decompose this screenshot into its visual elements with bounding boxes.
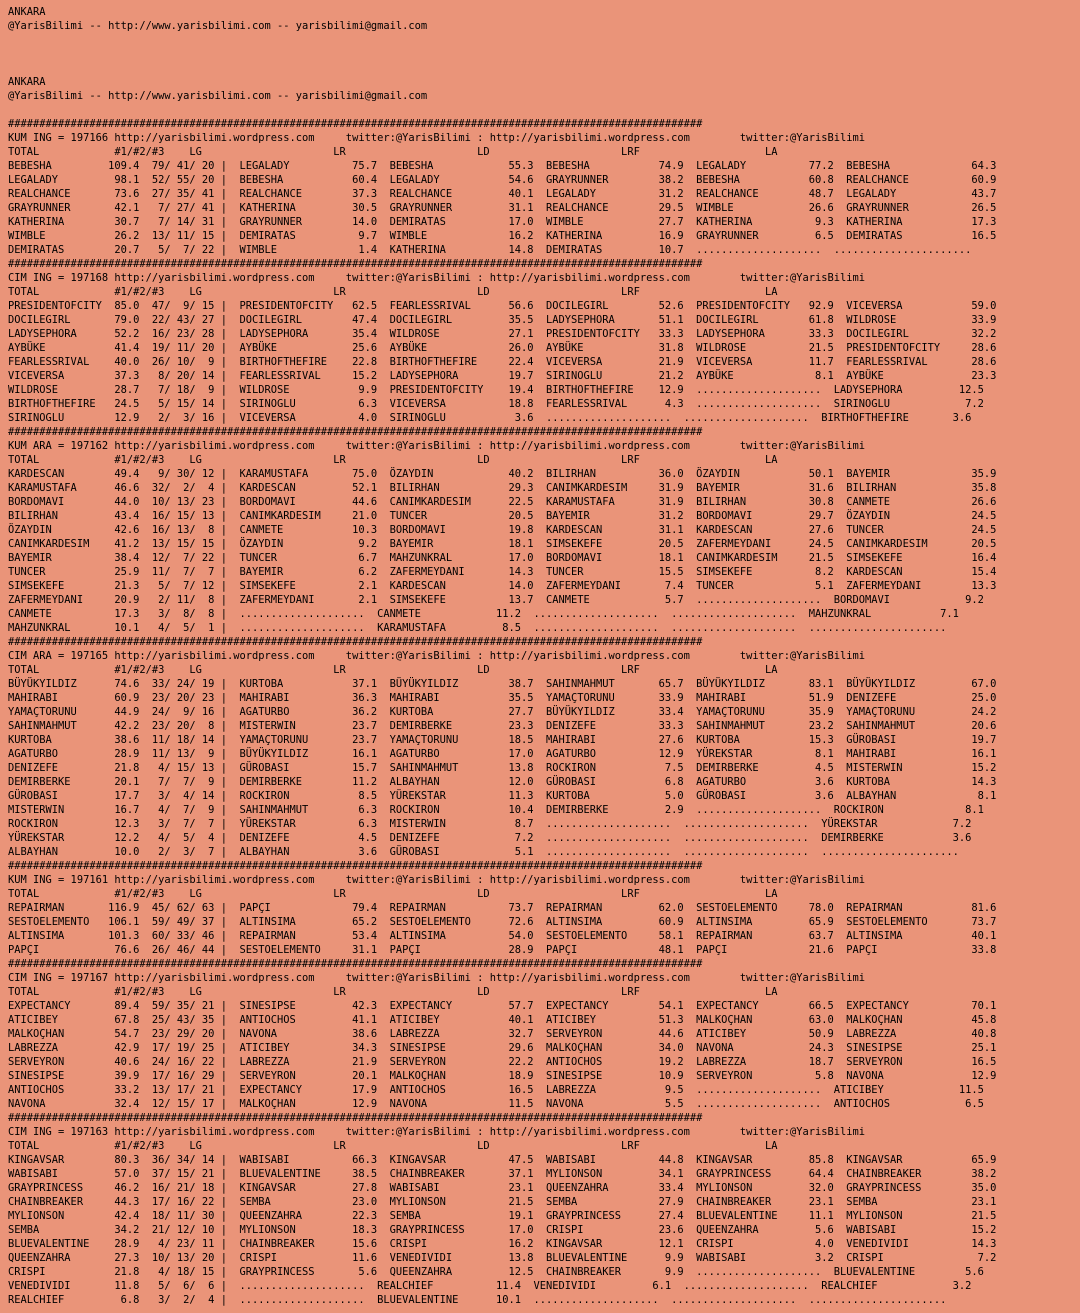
horse-row: ATICIBEY 67.8 25/ 43/ 35 | ANTIOCHOS 41.1 ATICIBEY 40.1 ATICIBEY 51.3 MALKOÇHAN 63.0 MALKOÇHAN 45.8 [8,1014,997,1026]
race-header: CIM ING = 197167 http://yarisbilimi.wordpress.com twitter:@YarisBilimi : http://yarisbilimi.wordpress.com twitter:@YarisBilimi [8,972,866,984]
horse-row: ALTINSIMA 101.3 60/ 33/ 46 | REPAIRMAN 53.4 ALTINSIMA 54.0 SESTOELEMENTO 58.1 REPAIRMAN 63.7 ALTINSIMA 40.1 [8,930,997,942]
horse-row: SESTOELEMENTO 106.1 59/ 49/ 37 | ALTINSIMA 65.2 SESTOELEMENTO 72.6 ALTINSIMA 60.9 ALTINSIMA 65.9 SESTOELEMENTO 73.7 [8,916,997,928]
horse-row: WIMBLE 26.2 13/ 11/ 15 | DEMIRATAS 9.7 WIMBLE 16.2 KATHERINA 16.9 GRAYRUNNER 6.5 DEMIRATAS 16.5 [8,230,997,242]
race-header: KUM ING = 197166 http://yarisbilimi.wordpress.com twitter:@YarisBilimi : http://yarisbilimi.wordpress.com twitter:@YarisBilimi [8,132,866,144]
race-block [8,439,1080,635]
horse-row: CRISPI 21.8 4/ 18/ 15 | GRAYPRINCESS 5.6 QUEENZAHRA 12.5 CHAINBREAKER 9.9 .................... BLUEVALENTINE 5.6 [8,1266,984,1278]
horse-row: SINESIPSE 39.9 17/ 16/ 29 | SERVEYRON 20.1 MALKOÇHAN 18.9 SINESIPSE 10.9 SERVEYRON 5.8 NAVONA 12.9 [8,1070,997,1082]
horse-row: REALCHIEF 6.8 3/ 2/ 4 | .................... BLUEVALENTINE 10.1 .................... .................... ...................... [8,1294,947,1306]
separator-line: ############################################################################################################### [8,636,703,648]
horse-row: MYLIONSON 42.4 18/ 11/ 30 | QUEENZAHRA 22.3 SEMBA 19.1 GRAYPRINCESS 27.4 BLUEVALENTINE 11.1 MYLIONSON 21.5 [8,1210,997,1222]
horse-row: AYBÜKE 41.4 19/ 11/ 20 | AYBÜKE 25.6 AYBÜKE 26.0 AYBÜKE 31.8 WILDROSE 21.5 PRESIDENTOFCITY 28.6 [8,342,997,354]
horse-row: LEGALADY 98.1 52/ 55/ 20 | BEBESHA 60.4 LEGALADY 54.6 GRAYRUNNER 38.2 BEBESHA 60.8 REALCHANCE 60.9 [8,174,997,186]
race-block [8,271,1080,425]
horse-row: NAVONA 32.4 12/ 15/ 17 | MALKOÇHAN 12.9 NAVONA 11.5 NAVONA 5.5 .................... ANTIOCHOS 6.5 [8,1098,984,1110]
horse-row: BILIRHAN 43.4 16/ 15/ 13 | CANIMKARDESIM 21.0 TUNCER 20.5 BAYEMIR 31.2 BORDOMAVI 29.7 ÖZAYDIN 24.5 [8,510,997,522]
horse-row: PAPÇI 76.6 26/ 46/ 44 | SESTOELEMENTO 31.1 PAPÇI 28.9 PAPÇI 48.1 PAPÇI 21.6 PAPÇI 33.8 [8,944,997,956]
horse-row: DOCILEGIRL 79.0 22/ 43/ 27 | DOCILEGIRL 47.4 DOCILEGIRL 35.5 LADYSEPHORA 51.1 DOCILEGIRL 61.8 WILDROSE 33.9 [8,314,997,326]
horse-row: ÖZAYDIN 42.6 16/ 13/ 8 | CANMETE 10.3 BORDOMAVI 19.8 KARDESCAN 31.1 KARDESCAN 27.6 TUNCER 24.5 [8,524,997,536]
horse-row: PRESIDENTOFCITY 85.0 47/ 9/ 15 | PRESIDENTOFCITY 62.5 FEARLESSRIVAL 56.6 DOCILEGIRL 52.6 PRESIDENTOFCITY 92.9 VICEVERSA 59.0 [8,300,997,312]
race-block [8,971,1080,1111]
horse-row: KATHERINA 30.7 7/ 14/ 31 | GRAYRUNNER 14.0 DEMIRATAS 17.0 WIMBLE 27.7 KATHERINA 9.3 KATHERINA 17.3 [8,216,997,228]
horse-row: SIRINOGLU 12.9 2/ 3/ 16 | VICEVERSA 4.0 SIRINOGLU 3.6 .................... .................... BIRTHOFTHEFIRE 3.6 [8,412,972,424]
horse-row: LADYSEPHORA 52.2 16/ 23/ 28 | LADYSEPHORA 35.4 WILDROSE 27.1 PRESIDENTOFCITY 33.3 LADYSEPHORA 33.3 DOCILEGIRL 32.2 [8,328,997,340]
race-block [8,1125,1080,1307]
horse-row: REALCHANCE 73.6 27/ 35/ 41 | REALCHANCE 37.3 REALCHANCE 40.1 LEGALADY 31.2 REALCHANCE 48.7 LEGALADY 43.7 [8,188,997,200]
column-header: TOTAL #1/#2/#3 LG LR LD LRF LA [8,664,778,676]
horse-row: DENIZEFE 21.8 4/ 15/ 13 | GÜROBASI 15.7 SAHINMAHMUT 13.8 ROCKIRON 7.5 DEMIRBERKE 4.5 MISTERWIN 15.2 [8,762,997,774]
column-header: TOTAL #1/#2/#3 LG LR LD LRF LA [8,146,778,158]
horse-row: KURTOBA 38.6 11/ 18/ 14 | YAMAÇTORUNU 23.7 YAMAÇTORUNU 18.5 MAHIRABI 27.6 KURTOBA 15.3 GÜROBASI 19.7 [8,734,997,746]
horse-row: REPAIRMAN 116.9 45/ 62/ 63 | PAPÇI 79.4 REPAIRMAN 73.7 REPAIRMAN 62.0 SESTOELEMENTO 78.0 REPAIRMAN 81.6 [8,902,997,914]
horse-row: BORDOMAVI 44.0 10/ 13/ 23 | BORDOMAVI 44.6 CANIMKARDESIM 22.5 KARAMUSTAFA 31.9 BILIRHAN 30.8 CANMETE 26.6 [8,496,997,508]
contact-line: @YarisBilimi -- http://www.yarisbilimi.com -- yarisbilimi@gmail.com [8,90,428,102]
separator-line: ############################################################################################################### [8,1112,703,1124]
horse-row: SERVEYRON 40.6 24/ 16/ 22 | LABREZZA 21.9 SERVEYRON 22.2 ANTIOCHOS 19.2 LABREZZA 18.7 SERVEYRON 16.5 [8,1056,997,1068]
race-header: CIM ING = 197168 http://yarisbilimi.wordpress.com twitter:@YarisBilimi : http://yarisbilimi.wordpress.com twitter:@YarisBilimi [8,272,866,284]
horse-row: KARAMUSTAFA 46.6 32/ 2/ 4 | KARDESCAN 52.1 BILIRHAN 29.3 CANIMKARDESIM 31.9 BAYEMIR 31.6 BILIRHAN 35.8 [8,482,997,494]
horse-row: MAHIRABI 60.9 23/ 20/ 23 | MAHIRABI 36.3 MAHIRABI 35.5 YAMAÇTORUNU 33.9 MAHIRABI 51.9 DENIZEFE 25.0 [8,692,997,704]
column-header: TOTAL #1/#2/#3 LG LR LD LRF LA [8,454,778,466]
horse-row: BEBESHA 109.4 79/ 41/ 20 | LEGALADY 75.7 BEBESHA 55.3 BEBESHA 74.9 LEGALADY 77.2 BEBESHA 64.3 [8,160,997,172]
column-header: TOTAL #1/#2/#3 LG LR LD LRF LA [8,1140,778,1152]
horse-row: EXPECTANCY 89.4 59/ 35/ 21 | SINESIPSE 42.3 EXPECTANCY 57.7 EXPECTANCY 54.1 EXPECTANCY 66.5 EXPECTANCY 70.1 [8,1000,997,1012]
horse-row: ROCKIRON 12.3 3/ 7/ 7 | YÜREKSTAR 6.3 MISTERWIN 8.7 .................... .................... YÜREKSTAR 7.2 [8,818,972,830]
spacer [8,103,1080,117]
horse-row: GRAYRUNNER 42.1 7/ 27/ 41 | KATHERINA 30.5 GRAYRUNNER 31.1 REALCHANCE 29.5 WIMBLE 26.6 GRAYRUNNER 26.5 [8,202,997,214]
separator-line: ############################################################################################################### [8,860,703,872]
spacer [8,61,1080,75]
horse-row: KARDESCAN 49.4 9/ 30/ 12 | KARAMUSTAFA 75.0 ÖZAYDIN 40.2 BILIRHAN 36.0 ÖZAYDIN 50.1 BAYEMIR 35.9 [8,468,997,480]
horse-row: BAYEMIR 38.4 12/ 7/ 22 | TUNCER 6.7 MAHZUNKRAL 17.0 BORDOMAVI 18.1 CANIMKARDESIM 21.5 SIMSEKEFE 16.4 [8,552,997,564]
horse-row: MALKOÇHAN 54.7 23/ 29/ 20 | NAVONA 38.6 LABREZZA 32.7 SERVEYRON 44.6 ATICIBEY 50.9 LABREZZA 40.8 [8,1028,997,1040]
horse-row: ANTIOCHOS 33.2 13/ 17/ 21 | EXPECTANCY 17.9 ANTIOCHOS 16.5 LABREZZA 9.5 .................... ATICIBEY 11.5 [8,1084,984,1096]
horse-row: BLUEVALENTINE 28.9 4/ 23/ 11 | CHAINBREAKER 15.6 CRISPI 16.2 KINGAVSAR 12.1 CRISPI 4.0 VENEDIVIDI 14.3 [8,1238,997,1250]
horse-row: SEMBA 34.2 21/ 12/ 10 | MYLIONSON 18.3 GRAYPRINCESS 17.0 CRISPI 23.6 QUEENZAHRA 5.6 WABISABI 15.2 [8,1224,997,1236]
horse-row: CHAINBREAKER 44.3 17/ 16/ 22 | SEMBA 23.0 MYLIONSON 21.5 SEMBA 27.9 CHAINBREAKER 23.1 SEMBA 23.1 [8,1196,997,1208]
race-block [8,131,1080,257]
horse-row: ZAFERMEYDANI 20.9 2/ 11/ 8 | ZAFERMEYDANI 2.1 SIMSEKEFE 13.7 CANMETE 5.7 .................... BORDOMAVI 9.2 [8,594,984,606]
horse-row: GÜROBASI 17.7 3/ 4/ 14 | ROCKIRON 8.5 YÜREKSTAR 11.3 KURTOBA 5.0 GÜROBASI 3.6 ALBAYHAN 8.1 [8,790,997,802]
separator-line: ############################################################################################################### [8,426,703,438]
horse-row: TUNCER 25.9 11/ 7/ 7 | BAYEMIR 6.2 ZAFERMEYDANI 14.3 TUNCER 15.5 SIMSEKEFE 8.2 KARDESCAN 15.4 [8,566,997,578]
separator-line: ############################################################################################################### [8,958,703,970]
horse-row: SIMSEKEFE 21.3 5/ 7/ 12 | SIMSEKEFE 2.1 KARDESCAN 14.0 ZAFERMEYDANI 7.4 TUNCER 5.1 ZAFERMEYDANI 13.3 [8,580,997,592]
horse-row: SAHINMAHMUT 42.2 23/ 20/ 8 | MISTERWIN 23.7 DEMIRBERKE 23.3 DENIZEFE 33.3 SAHINMAHMUT 23.2 SAHINMAHMUT 20.6 [8,720,997,732]
horse-row: CANIMKARDESIM 41.2 13/ 15/ 15 | ÖZAYDIN 9.2 BAYEMIR 18.1 SIMSEKEFE 20.5 ZAFERMEYDANI 24.5 CANIMKARDESIM 20.5 [8,538,997,550]
horse-row: VENEDIVIDI 11.8 5/ 6/ 6 | .................... REALCHIEF 11.4 VENEDIVIDI 6.1 .................... REALCHIEF 3.2 [8,1280,972,1292]
column-header: TOTAL #1/#2/#3 LG LR LD LRF LA [8,888,778,900]
horse-row: YÜREKSTAR 12.2 4/ 5/ 4 | DENIZEFE 4.5 DENIZEFE 7.2 .................... .................... DEMIRBERKE 3.6 [8,832,972,844]
separator-line: ############################################################################################################### [8,258,703,270]
city-title: ANKARA [8,76,46,88]
horse-row: BÜYÜKYILDIZ 74.6 33/ 24/ 19 | KURTOBA 37.1 BÜYÜKYILDIZ 38.7 SAHINMAHMUT 65.7 BÜYÜKYILDIZ 83.1 BÜYÜKYILDIZ 67.0 [8,678,997,690]
spacer [8,33,1080,61]
contact-line: @YarisBilimi -- http://www.yarisbilimi.com -- yarisbilimi@gmail.com [8,20,428,32]
horse-row: MISTERWIN 16.7 4/ 7/ 9 | SAHINMAHMUT 6.3 ROCKIRON 10.4 DEMIRBERKE 2.9 .................... ROCKIRON 8.1 [8,804,984,816]
horse-row: MAHZUNKRAL 10.1 4/ 5/ 1 | .................... KARAMUSTAFA 8.5 .................... .................... ...................... [8,622,947,634]
horse-row: CANMETE 17.3 3/ 8/ 8 | .................... CANMETE 11.2 .................... .................... MAHZUNKRAL 7.1 [8,608,959,620]
horse-row: AGATURBO 28.9 11/ 13/ 9 | BÜYÜKYILDIZ 16.1 AGATURBO 17.0 AGATURBO 12.9 YÜREKSTAR 8.1 MAHIRABI 16.1 [8,748,997,760]
horse-row: GRAYPRINCESS 46.2 16/ 21/ 18 | KINGAVSAR 27.8 WABISABI 23.1 QUEENZAHRA 33.4 MYLIONSON 32.0 GRAYPRINCESS 35.0 [8,1182,997,1194]
horse-row: ALBAYHAN 10.0 2/ 3/ 7 | ALBAYHAN 3.6 GÜROBASI 5.1 .................... .................... ...................... [8,846,959,858]
column-header: TOTAL #1/#2/#3 LG LR LD LRF LA [8,286,778,298]
horse-row: LABREZZA 42.9 17/ 19/ 25 | ATICIBEY 34.3 SINESIPSE 29.6 MALKOÇHAN 34.0 NAVONA 24.3 SINESIPSE 25.1 [8,1042,997,1054]
horse-row: KINGAVSAR 80.3 36/ 34/ 14 | WABISABI 66.3 KINGAVSAR 47.5 WABISABI 44.8 KINGAVSAR 85.8 KINGAVSAR 65.9 [8,1154,997,1166]
column-header: TOTAL #1/#2/#3 LG LR LD LRF LA [8,986,778,998]
race-header: CIM ARA = 197165 http://yarisbilimi.wordpress.com twitter:@YarisBilimi : http://yarisbilimi.wordpress.com twitter:@YarisBilimi [8,650,866,662]
horse-row: WILDROSE 28.7 7/ 18/ 9 | WILDROSE 9.9 PRESIDENTOFCITY 19.4 BIRTHOFTHEFIRE 12.9 .................... LADYSEPHORA 12.5 [8,384,984,396]
city-title: ANKARA [8,6,46,18]
race-block [8,649,1080,859]
horse-row: DEMIRATAS 20.7 5/ 7/ 22 | WIMBLE 1.4 KATHERINA 14.8 DEMIRATAS 10.7 .................... ...................... [8,244,972,256]
horse-row: FEARLESSRIVAL 40.0 26/ 10/ 9 | BIRTHOFTHEFIRE 22.8 BIRTHOFTHEFIRE 22.4 VICEVERSA 21.9 VICEVERSA 11.7 FEARLESSRIVAL 28.6 [8,356,997,368]
race-header: KUM ARA = 197162 http://yarisbilimi.wordpress.com twitter:@YarisBilimi : http://yarisbilimi.wordpress.com twitter:@YarisBilimi [8,440,866,452]
race-blocks [8,117,1080,1307]
separator-line: ############################################################################################################### [8,118,703,130]
horse-row: VICEVERSA 37.3 8/ 20/ 14 | FEARLESSRIVAL 15.2 LADYSEPHORA 19.7 SIRINOGLU 21.2 AYBÜKE 8.1 AYBÜKE 23.3 [8,370,997,382]
race-block [8,873,1080,957]
race-header: CIM ING = 197163 http://yarisbilimi.wordpress.com twitter:@YarisBilimi : http://yarisbilimi.wordpress.com twitter:@YarisBilimi [8,1126,866,1138]
horse-row: DEMIRBERKE 20.1 7/ 7/ 9 | DEMIRBERKE 11.2 ALBAYHAN 12.0 GÜROBASI 6.8 AGATURBO 3.6 KURTOBA 14.3 [8,776,997,788]
horse-row: BIRTHOFTHEFIRE 24.5 5/ 15/ 14 | SIRINOGLU 6.3 VICEVERSA 18.8 FEARLESSRIVAL 4.3 .................... SIRINOGLU 7.2 [8,398,984,410]
horse-row: YAMAÇTORUNU 44.9 24/ 9/ 16 | AGATURBO 36.2 KURTOBA 27.7 BÜYÜKYILDIZ 33.4 YAMAÇTORUNU 35.9 YAMAÇTORUNU 24.2 [8,706,997,718]
race-header: KUM ING = 197161 http://yarisbilimi.wordpress.com twitter:@YarisBilimi : http://yarisbilimi.wordpress.com twitter:@YarisBilimi [8,874,866,886]
horse-row: QUEENZAHRA 27.3 10/ 13/ 20 | CRISPI 11.6 VENEDIVIDI 13.8 BLUEVALENTINE 9.9 WABISABI 3.2 CRISPI 7.2 [8,1252,997,1264]
horse-row: WABISABI 57.0 37/ 15/ 21 | BLUEVALENTINE 38.5 CHAINBREAKER 37.1 MYLIONSON 34.1 GRAYPRINCESS 64.4 CHAINBREAKER 38.2 [8,1168,997,1180]
